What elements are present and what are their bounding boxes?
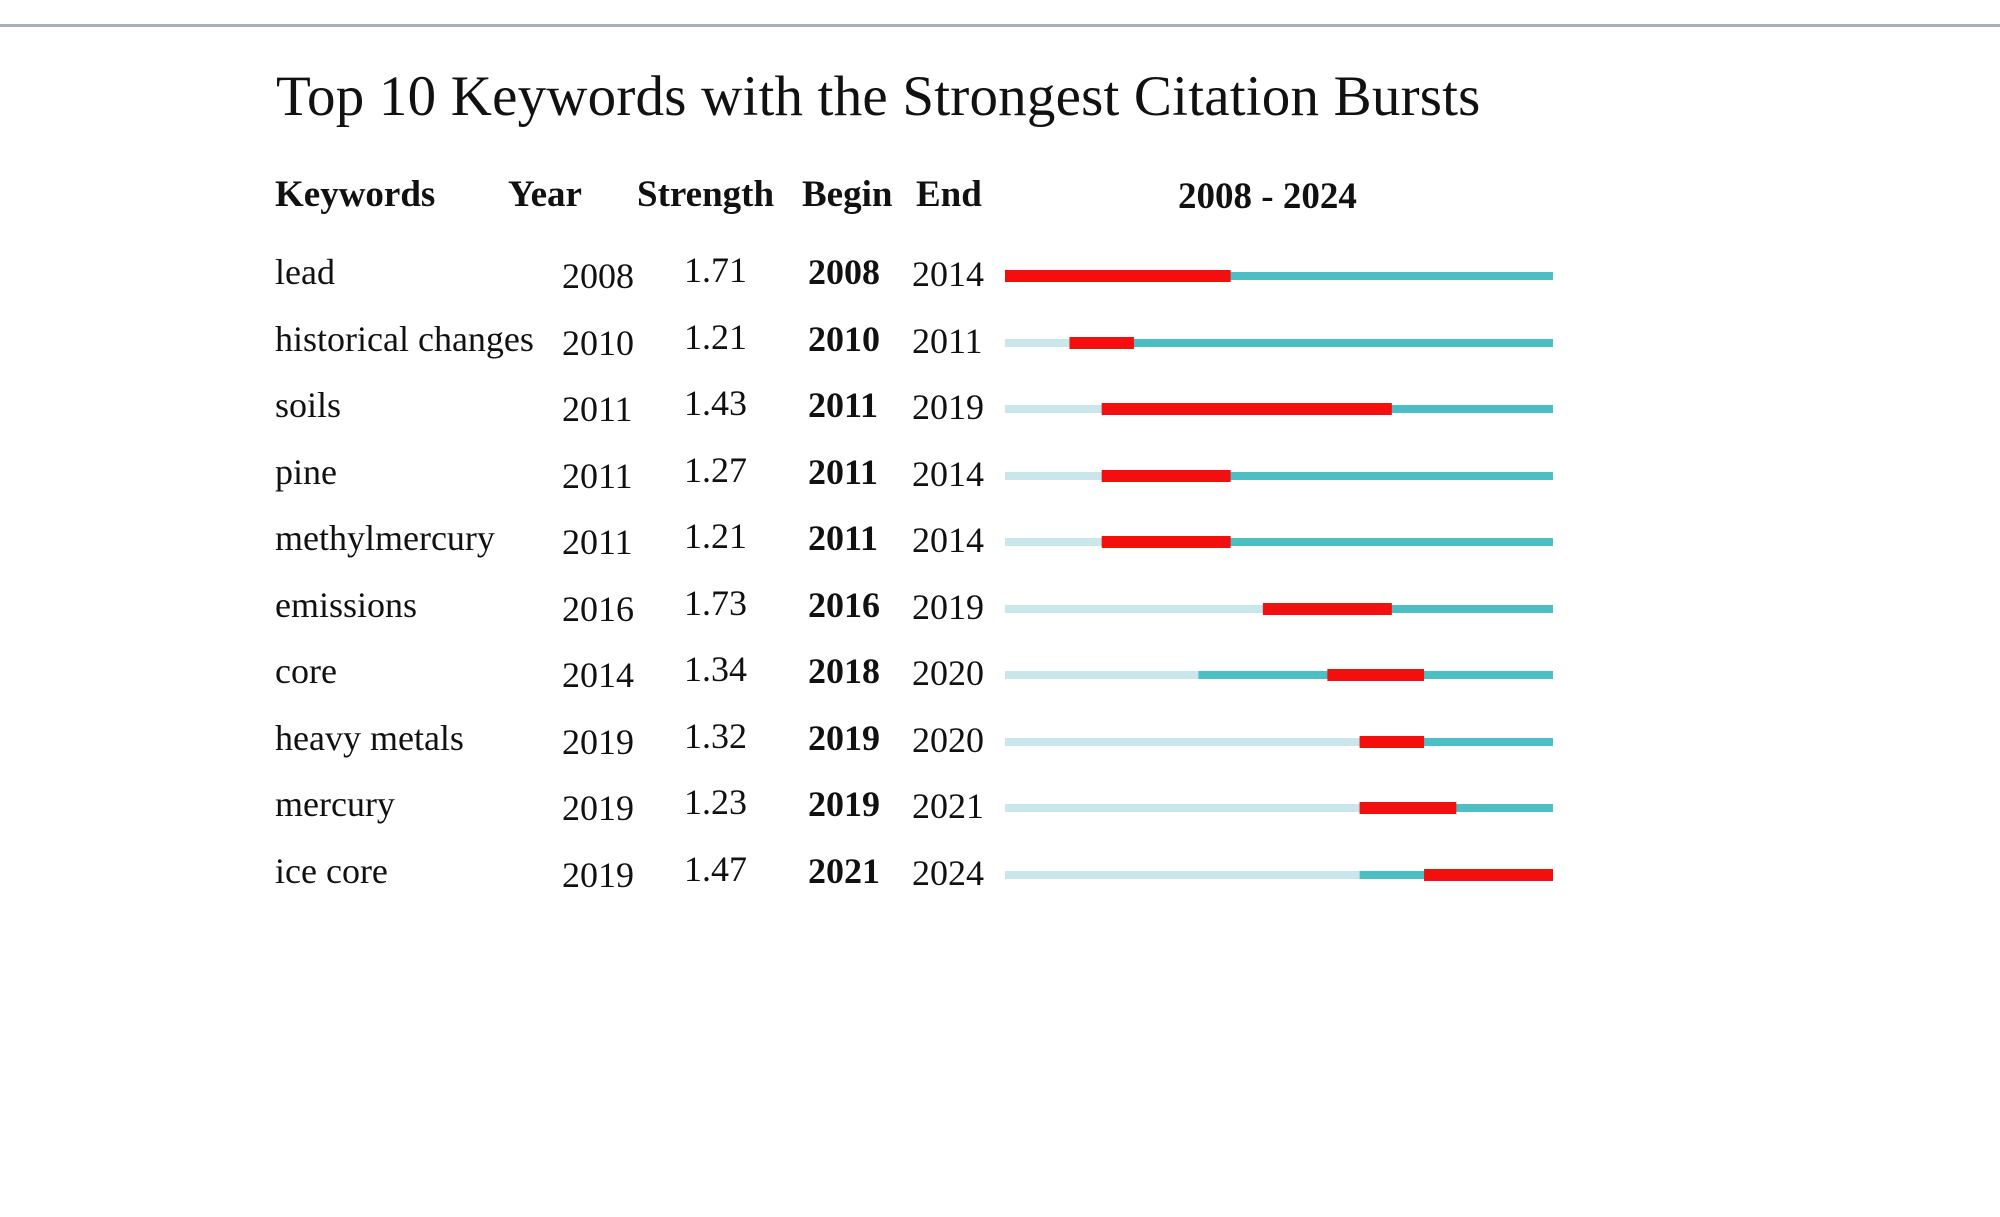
citation-burst-bar xyxy=(1102,536,1231,548)
header-end: End xyxy=(916,174,982,215)
citation-burst-bar xyxy=(1102,470,1231,482)
burst-timeline xyxy=(1005,337,1553,349)
begin-year: 2016 xyxy=(808,584,880,625)
header-timeline-range: 2008 - 2024 xyxy=(1178,176,1357,217)
timeline-inactive-segment xyxy=(1005,538,1102,546)
year-value: 2014 xyxy=(562,655,634,695)
strength-value: 1.27 xyxy=(684,449,747,490)
end-year: 2024 xyxy=(912,852,984,893)
year-value: 2011 xyxy=(562,522,633,562)
strength-value: 1.21 xyxy=(684,516,747,556)
table-row xyxy=(0,649,2000,719)
end-year: 2020 xyxy=(912,653,984,693)
strength-value: 1.23 xyxy=(684,782,747,822)
year-value: 2008 xyxy=(562,256,634,296)
top-divider-line xyxy=(0,24,2000,27)
end-year: 2020 xyxy=(912,719,984,760)
keyword-label: heavy metals xyxy=(275,717,464,758)
year-value: 2010 xyxy=(562,322,634,363)
strength-value: 1.34 xyxy=(684,649,747,689)
keyword-label: lead xyxy=(275,252,335,292)
year-value: 2019 xyxy=(562,854,634,895)
end-year: 2014 xyxy=(912,254,984,294)
keyword-label: ice core xyxy=(275,850,388,891)
citation-burst-bar xyxy=(1360,736,1424,748)
timeline-inactive-segment xyxy=(1005,871,1360,879)
strength-value: 1.71 xyxy=(684,250,747,290)
end-year: 2014 xyxy=(912,453,984,494)
keyword-label: core xyxy=(275,651,337,691)
strength-value: 1.43 xyxy=(684,383,747,423)
citation-burst-bar xyxy=(1424,869,1553,881)
end-year: 2019 xyxy=(912,586,984,627)
begin-year: 2018 xyxy=(808,651,880,691)
table-row xyxy=(0,383,2000,453)
table-row xyxy=(0,848,2000,919)
citation-burst-bar xyxy=(1327,669,1424,681)
burst-timeline xyxy=(1005,403,1553,415)
table-row xyxy=(0,449,2000,520)
timeline-inactive-segment xyxy=(1005,738,1360,746)
keyword-label: emissions xyxy=(275,584,418,625)
timeline-inactive-segment xyxy=(1005,339,1069,347)
timeline-inactive-segment xyxy=(1005,671,1198,679)
year-value: 2011 xyxy=(562,455,633,496)
table-row xyxy=(0,582,2000,653)
end-year: 2014 xyxy=(912,520,984,560)
burst-timeline xyxy=(1005,669,1553,681)
burst-timeline xyxy=(1005,470,1553,482)
burst-timeline xyxy=(1005,736,1553,748)
citation-burst-bar xyxy=(1005,270,1231,282)
timeline-active-segment xyxy=(1069,339,1553,347)
strength-value: 1.21 xyxy=(684,316,747,357)
begin-year: 2011 xyxy=(808,451,879,492)
burst-timeline xyxy=(1005,603,1553,615)
chart-title: Top 10 Keywords with the Strongest Citation Bursts xyxy=(276,65,1481,128)
header-year: Year xyxy=(508,174,582,215)
keyword-label: methylmercury xyxy=(275,518,495,558)
year-value: 2019 xyxy=(562,721,634,762)
begin-year: 2021 xyxy=(808,850,880,891)
keyword-label: pine xyxy=(275,451,337,492)
timeline-inactive-segment xyxy=(1005,804,1360,812)
begin-year: 2011 xyxy=(808,518,879,558)
table-row xyxy=(0,250,2000,320)
timeline-inactive-segment xyxy=(1005,472,1102,480)
begin-year: 2011 xyxy=(808,385,879,425)
end-year: 2011 xyxy=(912,320,983,361)
strength-value: 1.73 xyxy=(684,582,747,623)
strength-value: 1.47 xyxy=(684,848,747,889)
burst-timeline xyxy=(1005,536,1553,548)
burst-timeline xyxy=(1005,270,1553,282)
keyword-label: soils xyxy=(275,385,342,425)
begin-year: 2010 xyxy=(808,318,880,359)
table-row xyxy=(0,316,2000,387)
citation-burst-bar xyxy=(1102,403,1392,415)
table-row xyxy=(0,782,2000,852)
keyword-label: mercury xyxy=(275,784,395,824)
keyword-label: historical changes xyxy=(275,318,534,359)
end-year: 2019 xyxy=(912,387,984,427)
burst-timeline xyxy=(1005,802,1553,814)
begin-year: 2019 xyxy=(808,784,880,824)
citation-burst-bar xyxy=(1360,802,1457,814)
table-row xyxy=(0,715,2000,786)
table-row xyxy=(0,516,2000,586)
year-value: 2019 xyxy=(562,788,634,828)
year-value: 2011 xyxy=(562,389,633,429)
timeline-inactive-segment xyxy=(1005,605,1263,613)
timeline-inactive-segment xyxy=(1005,405,1102,413)
strength-value: 1.32 xyxy=(684,715,747,756)
header-begin: Begin xyxy=(802,174,893,215)
citation-burst-bar xyxy=(1263,603,1392,615)
header-keywords: Keywords xyxy=(275,174,436,215)
begin-year: 2019 xyxy=(808,717,880,758)
burst-timeline xyxy=(1005,869,1553,881)
citation-burst-bar xyxy=(1069,337,1133,349)
year-value: 2016 xyxy=(562,588,634,629)
end-year: 2021 xyxy=(912,786,984,826)
header-strength: Strength xyxy=(637,174,775,215)
begin-year: 2008 xyxy=(808,252,880,292)
